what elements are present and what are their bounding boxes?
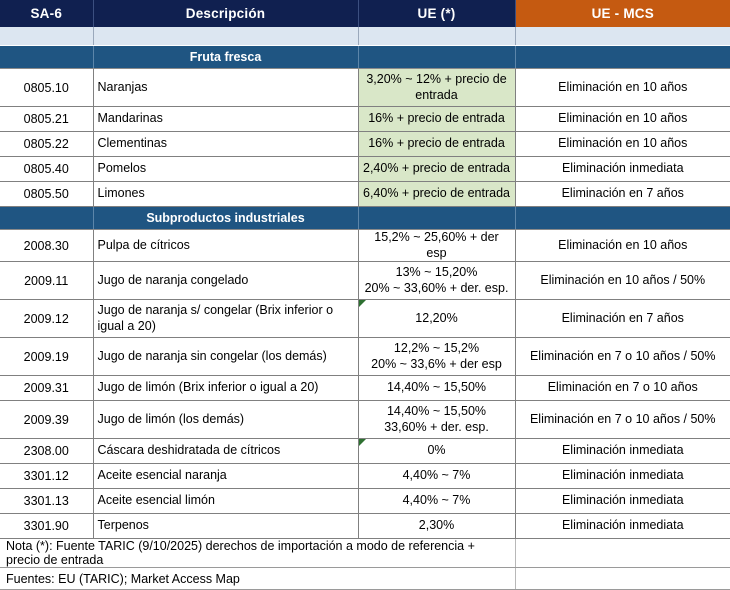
ue-value-line: 12,20%: [415, 310, 458, 325]
description-line: igual a 20): [97, 318, 156, 333]
table-row[interactable]: [0, 132, 730, 157]
spacer-cell: [93, 27, 358, 46]
table-row[interactable]: [0, 262, 730, 300]
table-row[interactable]: [0, 230, 730, 262]
ue-value-line: entrada: [415, 87, 458, 102]
table-row[interactable]: [0, 69, 730, 107]
cell-sa6-code[interactable]: 2009.11: [0, 262, 93, 300]
column-header-2[interactable]: Descripción: [93, 0, 358, 27]
cell-description[interactable]: Terpenos: [93, 514, 358, 539]
cell-ue-tariff[interactable]: [358, 182, 515, 207]
cell-sa6-code[interactable]: 0805.40: [0, 157, 93, 182]
section-band-code-cell: [0, 46, 93, 69]
ue-value-line: 15,2% ~ 25,60% + der esp: [374, 230, 499, 260]
cell-sa6-code[interactable]: 0805.22: [0, 132, 93, 157]
note-blank-cell: [515, 539, 730, 568]
table-row[interactable]: [0, 182, 730, 207]
note-text: Fuentes: EU (TARIC); Market Access Map: [0, 568, 515, 590]
comment-indicator-icon: [359, 300, 366, 307]
table-row[interactable]: [0, 439, 730, 464]
cell-ue-tariff[interactable]: [358, 132, 515, 157]
cell-sa6-code[interactable]: 0805.21: [0, 107, 93, 132]
cell-sa6-code[interactable]: 3301.13: [0, 489, 93, 514]
cell-ue-mcs[interactable]: Eliminación inmediata: [515, 489, 730, 514]
cell-sa6-code[interactable]: 3301.90: [0, 514, 93, 539]
note-row: [0, 539, 730, 568]
section-band-code-cell: [0, 207, 93, 230]
cell-description[interactable]: Pomelos: [93, 157, 358, 182]
cell-description[interactable]: Jugo de naranja sin congelar (los demás): [93, 338, 358, 376]
cell-description[interactable]: Jugo de limón (Brix inferior o igual a 20): [93, 376, 358, 401]
table-row[interactable]: [0, 300, 730, 338]
ue-value-line: 14,40% ~ 15,50%: [386, 380, 487, 395]
cell-ue-mcs[interactable]: Eliminación inmediata: [515, 464, 730, 489]
cell-ue-mcs[interactable]: Eliminación en 10 años: [515, 132, 730, 157]
section-band-ue-cell: [358, 46, 515, 69]
ue-value-line: 2,30%: [418, 518, 455, 533]
cell-sa6-code[interactable]: 2308.00: [0, 439, 93, 464]
cell-ue-tariff[interactable]: [358, 464, 515, 489]
section-band-mcs-cell: [515, 207, 730, 230]
cell-description[interactable]: Cáscara deshidratada de cítricos: [93, 439, 358, 464]
cell-ue-mcs[interactable]: Eliminación inmediata: [515, 157, 730, 182]
cell-sa6-code[interactable]: 2009.39: [0, 401, 93, 439]
table-row[interactable]: [0, 464, 730, 489]
ue-value-line: 4,40% ~ 7%: [402, 493, 471, 508]
column-header-1[interactable]: SA-6: [0, 0, 93, 27]
cell-ue-tariff[interactable]: [358, 230, 515, 262]
cell-ue-mcs[interactable]: Eliminación en 7 o 10 años / 50%: [515, 338, 730, 376]
table-row[interactable]: [0, 514, 730, 539]
cell-sa6-code[interactable]: 2009.31: [0, 376, 93, 401]
note-row: [0, 568, 730, 590]
section-title: Fruta fresca: [93, 46, 358, 69]
spacer-cell: [0, 27, 93, 46]
cell-ue-tariff[interactable]: [358, 376, 515, 401]
cell-ue-mcs[interactable]: Eliminación en 7 años: [515, 300, 730, 338]
cell-description[interactable]: [93, 300, 358, 338]
ue-value-line: 4,40% ~ 7%: [402, 468, 471, 483]
description-line: Jugo de naranja s/ congelar (Brix inferior o: [97, 303, 334, 318]
cell-ue-tariff[interactable]: [358, 107, 515, 132]
spacer-cell: [515, 27, 730, 46]
cell-sa6-code[interactable]: 2008.30: [0, 230, 93, 262]
ue-value-line: 0%: [427, 443, 446, 458]
cell-sa6-code[interactable]: 2009.12: [0, 300, 93, 338]
section-header-row: [0, 207, 730, 230]
cell-sa6-code[interactable]: 0805.50: [0, 182, 93, 207]
cell-ue-mcs[interactable]: Eliminación en 7 o 10 años: [515, 376, 730, 401]
section-header-row: [0, 46, 730, 69]
cell-ue-mcs[interactable]: Eliminación en 10 años: [515, 230, 730, 262]
note-text: Nota (*): Fuente TARIC (9/10/2025) derechos de importación a modo de referencia + precio de entrada: [0, 539, 515, 568]
cell-ue-tariff[interactable]: [358, 69, 515, 107]
ue-value-line: 3,20% ~ 12% + precio de: [366, 71, 507, 86]
cell-ue-tariff[interactable]: [358, 262, 515, 300]
ue-value-line: 13% ~ 15,20%: [395, 265, 478, 280]
section-title: Subproductos industriales: [93, 207, 358, 230]
cell-ue-mcs[interactable]: Eliminación en 10 años / 50%: [515, 262, 730, 300]
cell-description[interactable]: Naranjas: [93, 69, 358, 107]
cell-sa6-code[interactable]: 0805.10: [0, 69, 93, 107]
cell-description[interactable]: Limones: [93, 182, 358, 207]
cell-ue-mcs[interactable]: Eliminación inmediata: [515, 439, 730, 464]
ue-value-line: 33,60% + der. esp.: [384, 419, 489, 434]
comment-indicator-icon: [359, 439, 366, 446]
cell-ue-tariff[interactable]: [358, 157, 515, 182]
table-row[interactable]: [0, 157, 730, 182]
column-header-4[interactable]: UE - MCS: [515, 0, 730, 27]
cell-ue-tariff[interactable]: [358, 514, 515, 539]
table-row[interactable]: [0, 489, 730, 514]
column-header-3[interactable]: UE (*): [358, 0, 515, 27]
cell-description[interactable]: Jugo de limón (los demás): [93, 401, 358, 439]
spacer-cell: [358, 27, 515, 46]
cell-description[interactable]: Pulpa de cítricos: [93, 230, 358, 262]
cell-ue-mcs[interactable]: Eliminación en 7 años: [515, 182, 730, 207]
ue-value-line: 6,40% + precio de entrada: [363, 186, 510, 201]
ue-value-line: 20% ~ 33,6% + der esp: [371, 356, 502, 371]
cell-ue-mcs[interactable]: Eliminación en 10 años: [515, 69, 730, 107]
spacer-row: [0, 27, 730, 46]
ue-value-line: 14,40% ~ 15,50%: [386, 404, 487, 419]
table-row[interactable]: [0, 376, 730, 401]
cell-description[interactable]: Jugo de naranja congelado: [93, 262, 358, 300]
section-band-ue-cell: [358, 207, 515, 230]
cell-ue-mcs[interactable]: Eliminación inmediata: [515, 514, 730, 539]
cell-ue-tariff[interactable]: [358, 439, 515, 464]
cell-ue-mcs[interactable]: Eliminación en 7 o 10 años / 50%: [515, 401, 730, 439]
ue-value-line: 16% + precio de entrada: [368, 111, 505, 126]
table-row[interactable]: [0, 107, 730, 132]
cell-ue-tariff[interactable]: [358, 338, 515, 376]
cell-description[interactable]: Clementinas: [93, 132, 358, 157]
ue-value-line: 16% + precio de entrada: [368, 136, 505, 151]
cell-ue-mcs[interactable]: Eliminación en 10 años: [515, 107, 730, 132]
cell-sa6-code[interactable]: 2009.19: [0, 338, 93, 376]
ue-value-line: 2,40% + precio de entrada: [363, 161, 510, 176]
cell-description[interactable]: Mandarinas: [93, 107, 358, 132]
table-row[interactable]: [0, 401, 730, 439]
note-blank-cell: [515, 568, 730, 590]
ue-value-line: 12,2% ~ 15,2%: [393, 341, 480, 356]
cell-description[interactable]: Aceite esencial naranja: [93, 464, 358, 489]
cell-ue-tariff[interactable]: [358, 489, 515, 514]
cell-sa6-code[interactable]: 3301.12: [0, 464, 93, 489]
section-band-mcs-cell: [515, 46, 730, 69]
ue-value-line: 20% ~ 33,60% + der. esp.: [364, 280, 509, 295]
cell-ue-tariff[interactable]: [358, 300, 515, 338]
cell-ue-tariff[interactable]: [358, 401, 515, 439]
table-header-row: [0, 0, 730, 27]
table-row[interactable]: [0, 338, 730, 376]
cell-description[interactable]: Aceite esencial limón: [93, 489, 358, 514]
